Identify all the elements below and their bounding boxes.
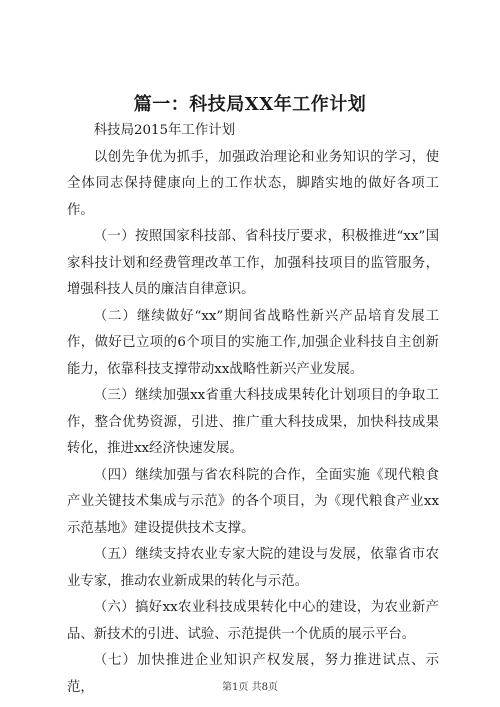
paragraph: （七）加快推进企业知识产权发展，努力推进试点、示范， [67, 653, 439, 695]
document-subtitle: 科技局2015年工作计划 [93, 123, 235, 138]
paragraph: （三）继续加强xx省重大科技成果转化计划项目的争取工作，整合优势资源，引进、推广重大科技成果，加快科技成果转化，推进xx经济快速发展。 [67, 388, 439, 456]
document-title: 篇一：科技局XX年工作计划 [133, 94, 367, 115]
page-footer: 第1页 共8页 [222, 682, 278, 693]
paragraph: 以创先争优为抓手，加强政治理论和业务知识的学习，使全体同志保持健康向上的工作状态，脚踏实地的做好各项工作。 [67, 149, 439, 218]
paragraph: （五）继续支持农业专家大院的建设与发展，依靠省市农业专家，推动农业新成果的转化与示范。 [67, 547, 439, 589]
document-body [67, 118, 439, 701]
paragraph: （六）搞好xx农业科技成果转化中心的建设，为农业新产品、新技术的引进、试验、示范提供一个优质的展示平台。 [67, 600, 439, 642]
paragraph: （二）继续做好“xx”期间省战略性新兴产品培育发展工作，做好已立项的6个项目的实施工作,加强企业科技自主创新能力，依靠科技支撑带动xx战略性新兴产业发展。 [67, 308, 439, 377]
paragraph: （四）继续加强与省农科院的合作，全面实施《现代粮食产业关键技术集成与示范》的各个项目，为《现代粮食产业xx示范基地》建设提供技术支撑。 [67, 467, 439, 536]
paragraph: （一）按照国家科技部、省科技厅要求，积极推进“xx”国家科技计划和经费管理改革工作，加强科技项目的监管服务，增强科技人员的廉洁自律意识。 [67, 229, 439, 297]
